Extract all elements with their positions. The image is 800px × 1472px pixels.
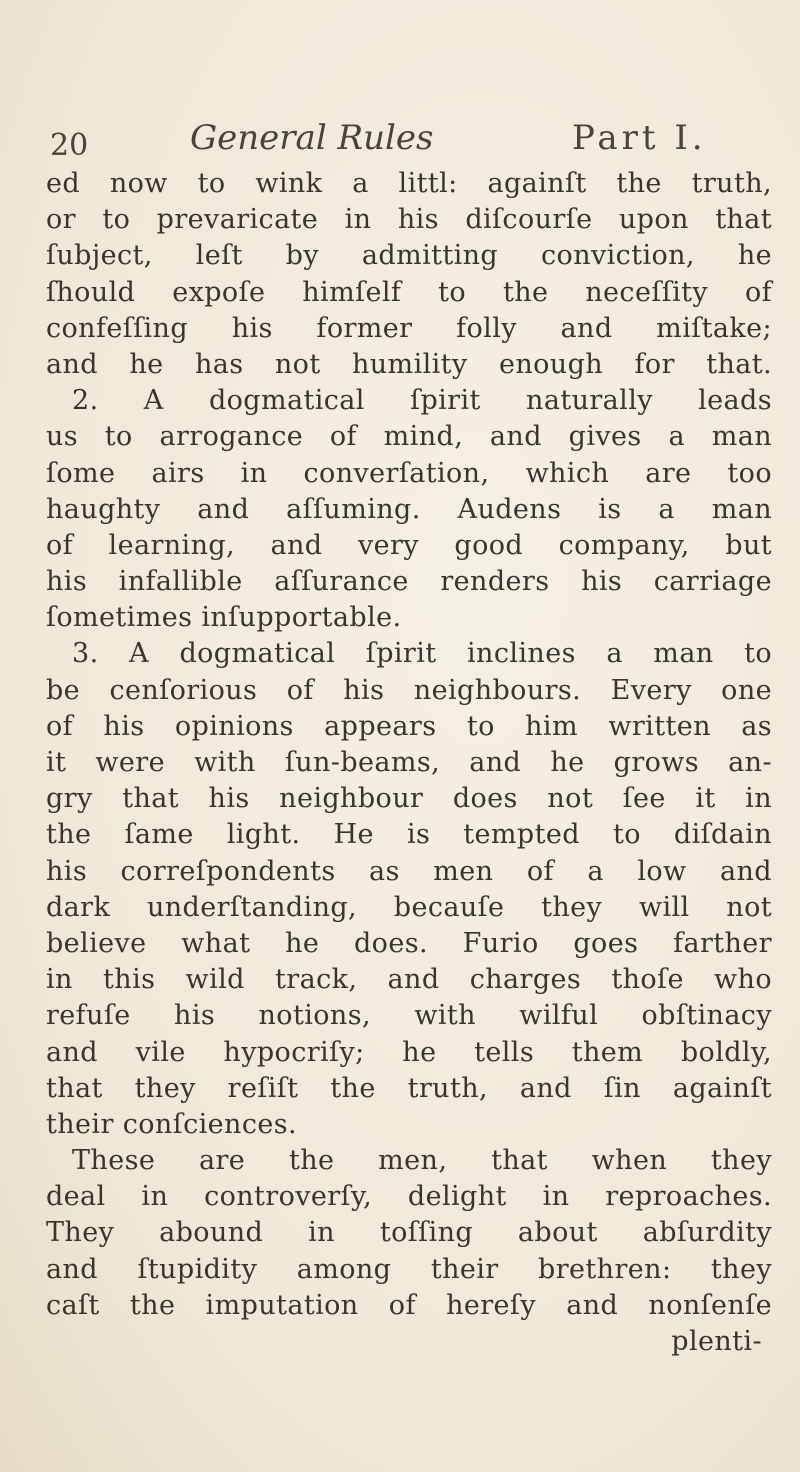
text-line: that they reſiſt the truth, and ſin againſt xyxy=(46,1072,772,1104)
text-line: and he has not humility enough for that. xyxy=(46,348,772,380)
text-line: of his opinions appears to him written as xyxy=(46,710,772,742)
text-line: dark underſtanding, becauſe they will not xyxy=(46,891,772,923)
running-header xyxy=(50,118,770,164)
page-number: 20 xyxy=(50,128,89,163)
text-line: and vile hypocriſy; he tells them boldly, xyxy=(46,1036,772,1068)
text-line: confeſſing his former folly and miſtake; xyxy=(46,312,772,344)
text-line: in this wild track, and charges thoſe who xyxy=(46,964,772,996)
text-line: 2. A dogmatical ſpirit naturally leads xyxy=(72,385,772,417)
text-line: be cenſorious of his neighbours. Every one xyxy=(46,674,772,706)
text-line: believe what he does. Furio goes farther xyxy=(46,927,772,959)
catchword: plenti- xyxy=(671,1326,762,1357)
text-line: ſubject, leſt by admitting conviction, he xyxy=(46,240,772,272)
text-line: 3. A dogmatical ſpirit inclines a man to xyxy=(72,638,772,670)
text-line: the ſame light. He is tempted to diſdain xyxy=(46,819,772,851)
body-text xyxy=(46,166,772,1360)
text-line: his correſpondents as men of a low and xyxy=(46,855,772,887)
text-line: ed now to wink a littl: againſt the truth, xyxy=(46,168,772,199)
text-line: These are the men, that when they xyxy=(72,1145,772,1177)
text-line: or to prevaricate in his diſcourſe upon that xyxy=(46,204,772,236)
text-line: haughty and aſſuming. Audens is a man xyxy=(46,493,772,525)
text-line: deal in controverſy, delight in reproaches. xyxy=(46,1181,772,1213)
text-line: it were with ſun-beams, and he grows an- xyxy=(46,747,772,778)
text-line: his infallible aſſurance renders his carriage xyxy=(46,566,772,598)
text-line: ſometimes inſupportable. xyxy=(46,602,402,634)
text-line: caſt the imputation of hereſy and nonſenſe xyxy=(46,1289,772,1321)
text-line: ſhould expoſe himſelf to the neceſſity of xyxy=(46,276,772,308)
text-line: refuſe his notions, with wilful obſtinacy xyxy=(46,1000,772,1032)
text-line: of learning, and very good company, but xyxy=(46,529,772,561)
text-line: gry that his neighbour does not ſee it in xyxy=(46,783,772,815)
text-line: their conſciences. xyxy=(46,1108,297,1140)
running-title: General Rules xyxy=(190,118,434,158)
text-line: ſome airs in converſation, which are too xyxy=(46,457,772,489)
part-label: Part I. xyxy=(572,118,707,158)
text-line: and ſtupidity among their brethren: they xyxy=(46,1253,772,1285)
text-line: They abound in toſſing about abſurdity xyxy=(46,1217,772,1249)
text-line: us to arrogance of mind, and gives a man xyxy=(46,421,772,453)
